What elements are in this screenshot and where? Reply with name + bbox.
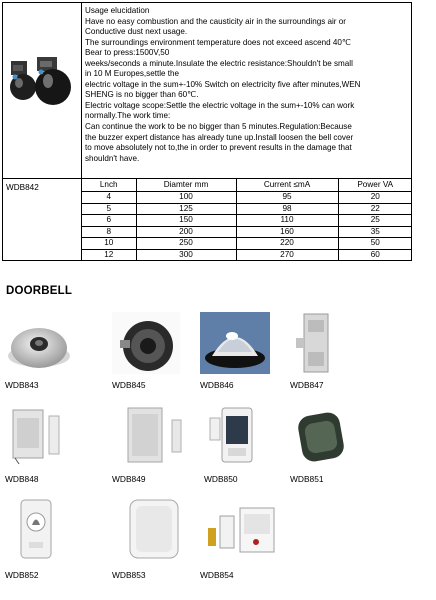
black-gong-bell-icon	[112, 312, 180, 374]
product-wdb852	[5, 498, 75, 582]
usage-elucidation	[85, 6, 411, 164]
table-cell: 20	[338, 192, 412, 204]
wall-speaker-chime-icon	[5, 406, 65, 466]
table-cell: 110	[236, 215, 338, 227]
product-wdb853	[112, 498, 202, 582]
bell-button-icon	[5, 498, 65, 562]
spec-data-table	[82, 179, 412, 260]
table-cell: 4	[82, 192, 136, 204]
product-wdb847	[290, 312, 360, 392]
usage-line: Electric voltage scope:Settle the electric voltage in the sum+-10% can work	[85, 100, 355, 110]
product-label: WDB848	[5, 474, 39, 484]
product-label: WDB845	[112, 380, 146, 390]
table-cell: 22	[338, 203, 412, 215]
section-title: DOORBELL	[6, 285, 73, 297]
column-header: Current ≤mA	[236, 179, 338, 192]
usage-line: to move absolutely not to,the in order to prevent results in the damage that	[85, 143, 352, 153]
usage-line: Can continue the work to be no bigger than 5 minutes.Regulation:Because	[85, 122, 352, 132]
product-label: WDB850	[204, 474, 238, 484]
table-cell: 300	[136, 249, 236, 260]
model-code: WDB842	[6, 183, 39, 192]
table-cell: 160	[236, 226, 338, 238]
usage-line: Bear to press:1500V,50	[85, 48, 170, 58]
electric-bell-left-icon	[10, 61, 36, 100]
table-cell: 98	[236, 203, 338, 215]
usage-line: The surroundings environment temperature does not exceed ascend 40℃	[85, 37, 351, 47]
table-row	[82, 203, 412, 215]
usage-line: weeks/seconds a minute.Insulate the electric resistance:Shouldn't be small	[85, 58, 353, 68]
product-wdb849	[112, 406, 192, 486]
usage-line: SHENG is no bigger than 60℃.	[85, 90, 199, 100]
product-wdb848	[5, 406, 75, 486]
product-label: WDB853	[112, 570, 146, 580]
dome-bell-icon	[200, 312, 270, 374]
table-cell: 60	[338, 249, 412, 260]
round-chrome-bell-icon	[5, 312, 71, 374]
table-cell: 200	[136, 226, 236, 238]
table-row	[82, 238, 412, 250]
table-cell: 150	[136, 215, 236, 227]
product-label: WDB847	[290, 380, 324, 390]
column-header: Diamter mm	[136, 179, 236, 192]
table-cell: 5	[82, 203, 136, 215]
spec-table	[2, 2, 412, 261]
product-wdb850	[204, 406, 274, 486]
product-wdb846	[200, 312, 270, 392]
table-row	[82, 192, 412, 204]
din-rail-bell-icon	[290, 312, 340, 374]
oval-chime-icon	[290, 406, 350, 466]
usage-line: shouldn't have.	[85, 153, 140, 163]
wall-chime-icon	[112, 406, 188, 466]
usage-line: the buzzer expert distance has already tune up.Install loosen the bell cover	[85, 132, 354, 142]
table-row	[82, 215, 412, 227]
usage-line: electric voltage in the sum+-10% Switch on electricity five after minutes,WEN	[85, 79, 361, 89]
usage-line: Conductive dust next usage.	[85, 27, 188, 37]
electric-bell-right-icon	[35, 57, 71, 105]
usage-line: Usage elucidation	[85, 6, 150, 15]
table-cell: 8	[82, 226, 136, 238]
table-cell: 25	[338, 215, 412, 227]
table-cell: 10	[82, 238, 136, 250]
product-wdb851	[290, 406, 360, 486]
table-cell: 35	[338, 226, 412, 238]
column-header: Lnch	[99, 180, 118, 189]
table-row	[82, 226, 412, 238]
table-cell: 100	[136, 192, 236, 204]
table-cell: 6	[82, 215, 136, 227]
table-cell: 125	[136, 203, 236, 215]
usage-line: normally.The work time:	[85, 111, 171, 121]
table-cell: 95	[236, 192, 338, 204]
table-cell: 50	[338, 238, 412, 250]
table-cell: 250	[136, 238, 236, 250]
product-label: WDB852	[5, 570, 39, 580]
product-label: WDB851	[290, 474, 324, 484]
product-wdb854	[200, 498, 290, 582]
table-cell: 220	[236, 238, 338, 250]
wireless-chime-icon	[204, 406, 264, 466]
product-wdb845	[112, 312, 182, 392]
product-label: WDB849	[112, 474, 146, 484]
product-wdb843	[5, 312, 75, 392]
table-cell: 270	[236, 249, 338, 260]
product-label: WDB854	[200, 570, 234, 580]
wireless-doorbell-set-icon	[200, 498, 286, 562]
column-header: Power VA	[338, 179, 412, 192]
table-header-row	[82, 179, 412, 192]
product-label: WDB843	[5, 380, 39, 390]
table-row	[82, 249, 412, 260]
table-cell: 12	[82, 249, 136, 260]
usage-line: Have no easy combustion and the causticity air in the surroundings air or	[85, 16, 346, 26]
wdb842-photo	[3, 3, 81, 178]
product-label: WDB846	[200, 380, 234, 390]
usage-line: in 10 M Europes,settle the	[85, 69, 180, 79]
white-chime-icon	[112, 498, 196, 562]
